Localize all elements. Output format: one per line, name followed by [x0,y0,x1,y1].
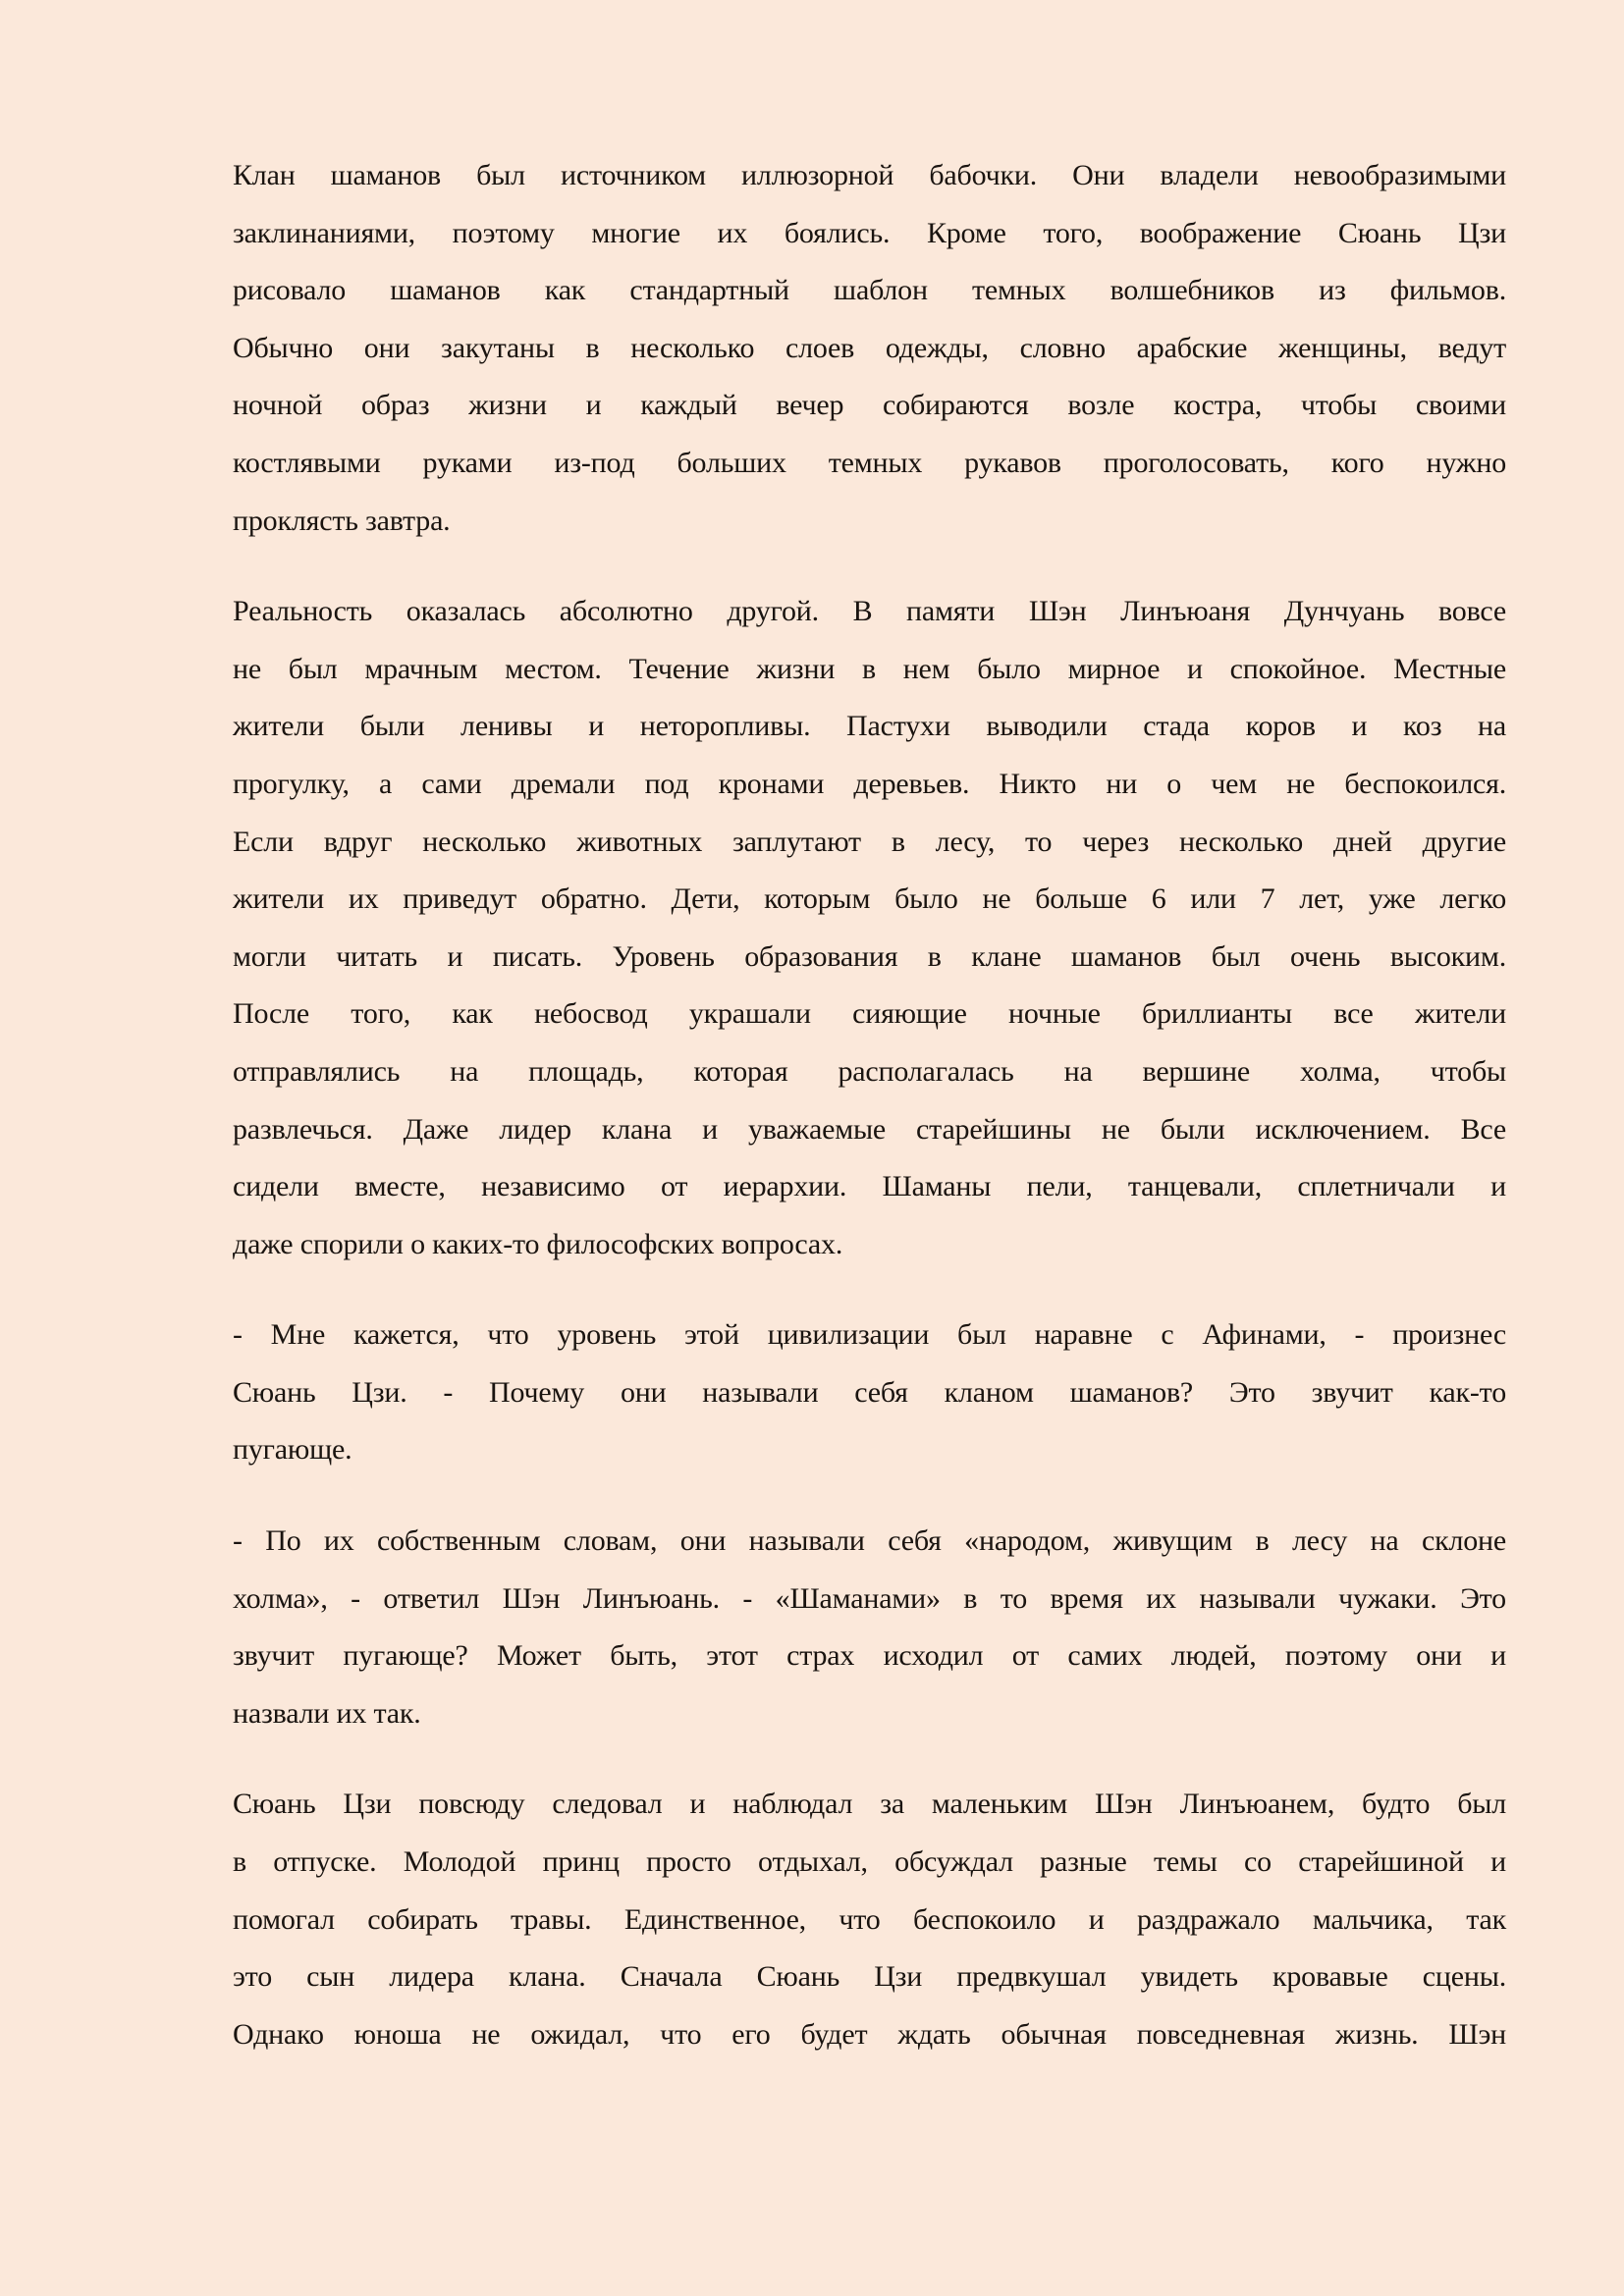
text-line: Сюань Цзи повсюду следовал и наблюдал за маленьким Шэн Линъюанем, будто был [233,1788,1506,1821]
text-line: жители были ленивы и неторопливы. Пастухи выводили стада коров и коз на [233,710,1506,743]
text-line: рисовало шаманов как стандартный шаблон темных волшебников из фильмов. [233,274,1506,307]
text-line: После того, как небосвод украшали сияющие ночные бриллианты все жители [233,997,1506,1031]
text-line: не был мрачным местом. Течение жизни в нем было мирное и спокойное. Местные [233,652,1506,685]
text-line: костлявыми руками из-под больших темных рукавов проголосовать, кого нужно [233,446,1506,479]
text-line: пугающе. [233,1433,352,1467]
paragraph-3 [233,1307,1506,1479]
text-line: ночной образ жизни и каждый вечер собираются возле костра, чтобы своими [233,389,1506,422]
text-line: назвали их так. [233,1696,421,1730]
text-line: Реальность оказалась абсолютно другой. В памяти Шэн Линъюаня Дунчуань вовсе [233,595,1506,628]
text-line: сидели вместе, независимо от иерархии. Шаманы пели, танцевали, сплетничали и [233,1170,1506,1203]
text-line: заклинаниями, поэтому многие их боялись. Кроме того, воображение Сюань Цзи [233,216,1506,249]
text-line: помогал собирать травы. Единственное, что беспокоило и раздражало мальчика, так [233,1902,1506,1936]
text-line: - По их собственным словам, они называли себя «народом, живущим в лесу на склоне [233,1524,1506,1558]
text-line: могли читать и писать. Уровень образования в клане шаманов был очень высоким. [233,939,1506,973]
text-line: Сюань Цзи. - Почему они называли себя кланом шаманов? Это звучит как-то [233,1375,1506,1409]
text-line: - Мне кажется, что уровень этой цивилизации был наравне с Афинами, - произнес [233,1318,1506,1352]
text-line: Клан шаманов был источником иллюзорной бабочки. Они владели невообразимыми [233,159,1506,191]
paragraph-4 [233,1513,1506,1742]
text-line: это сын лидера клана. Сначала Сюань Цзи предвкушал увидеть кровавые сцены. [233,1960,1506,1994]
text-line: прогулку, а сами дремали под кронами деревьев. Никто ни о чем не беспокоился. [233,767,1506,800]
text-line: развлечься. Даже лидер клана и уважаемые старейшины не были исключением. Все [233,1112,1506,1146]
text-line: даже спорили о каких-то философских вопросах. [233,1227,843,1260]
text-line: Однако юноша не ожидал, что его будет ждать обычная повседневная жизнь. Шэн [233,2017,1506,2051]
text-line: Обычно они закутаны в несколько слоев одежды, словно арабские женщины, ведут [233,331,1506,364]
text-line: холма», - ответил Шэн Линъюань. - «Шаманами» в то время их называли чужаки. Это [233,1581,1506,1615]
text-line: в отпуске. Молодой принц просто отдыхал, обсуждал разные темы со старейшиной и [233,1845,1506,1879]
paragraph-2 [233,583,1506,1273]
text-line: проклясть завтра. [233,504,451,537]
paragraph-5 [233,1776,1506,2063]
text-line: Если вдруг несколько животных заплутают в лесу, то через несколько дней другие [233,825,1506,858]
text-line: отправлялись на площадь, которая располагалась на вершине холма, чтобы [233,1054,1506,1088]
text-line: звучит пугающе? Может быть, этот страх исходил от самих людей, поэтому они и [233,1639,1506,1673]
document-page [233,147,1506,2097]
text-line: жители их приведут обратно. Дети, которым было не больше 6 или 7 лет, уже легко [233,882,1506,916]
paragraph-1 [233,147,1506,550]
